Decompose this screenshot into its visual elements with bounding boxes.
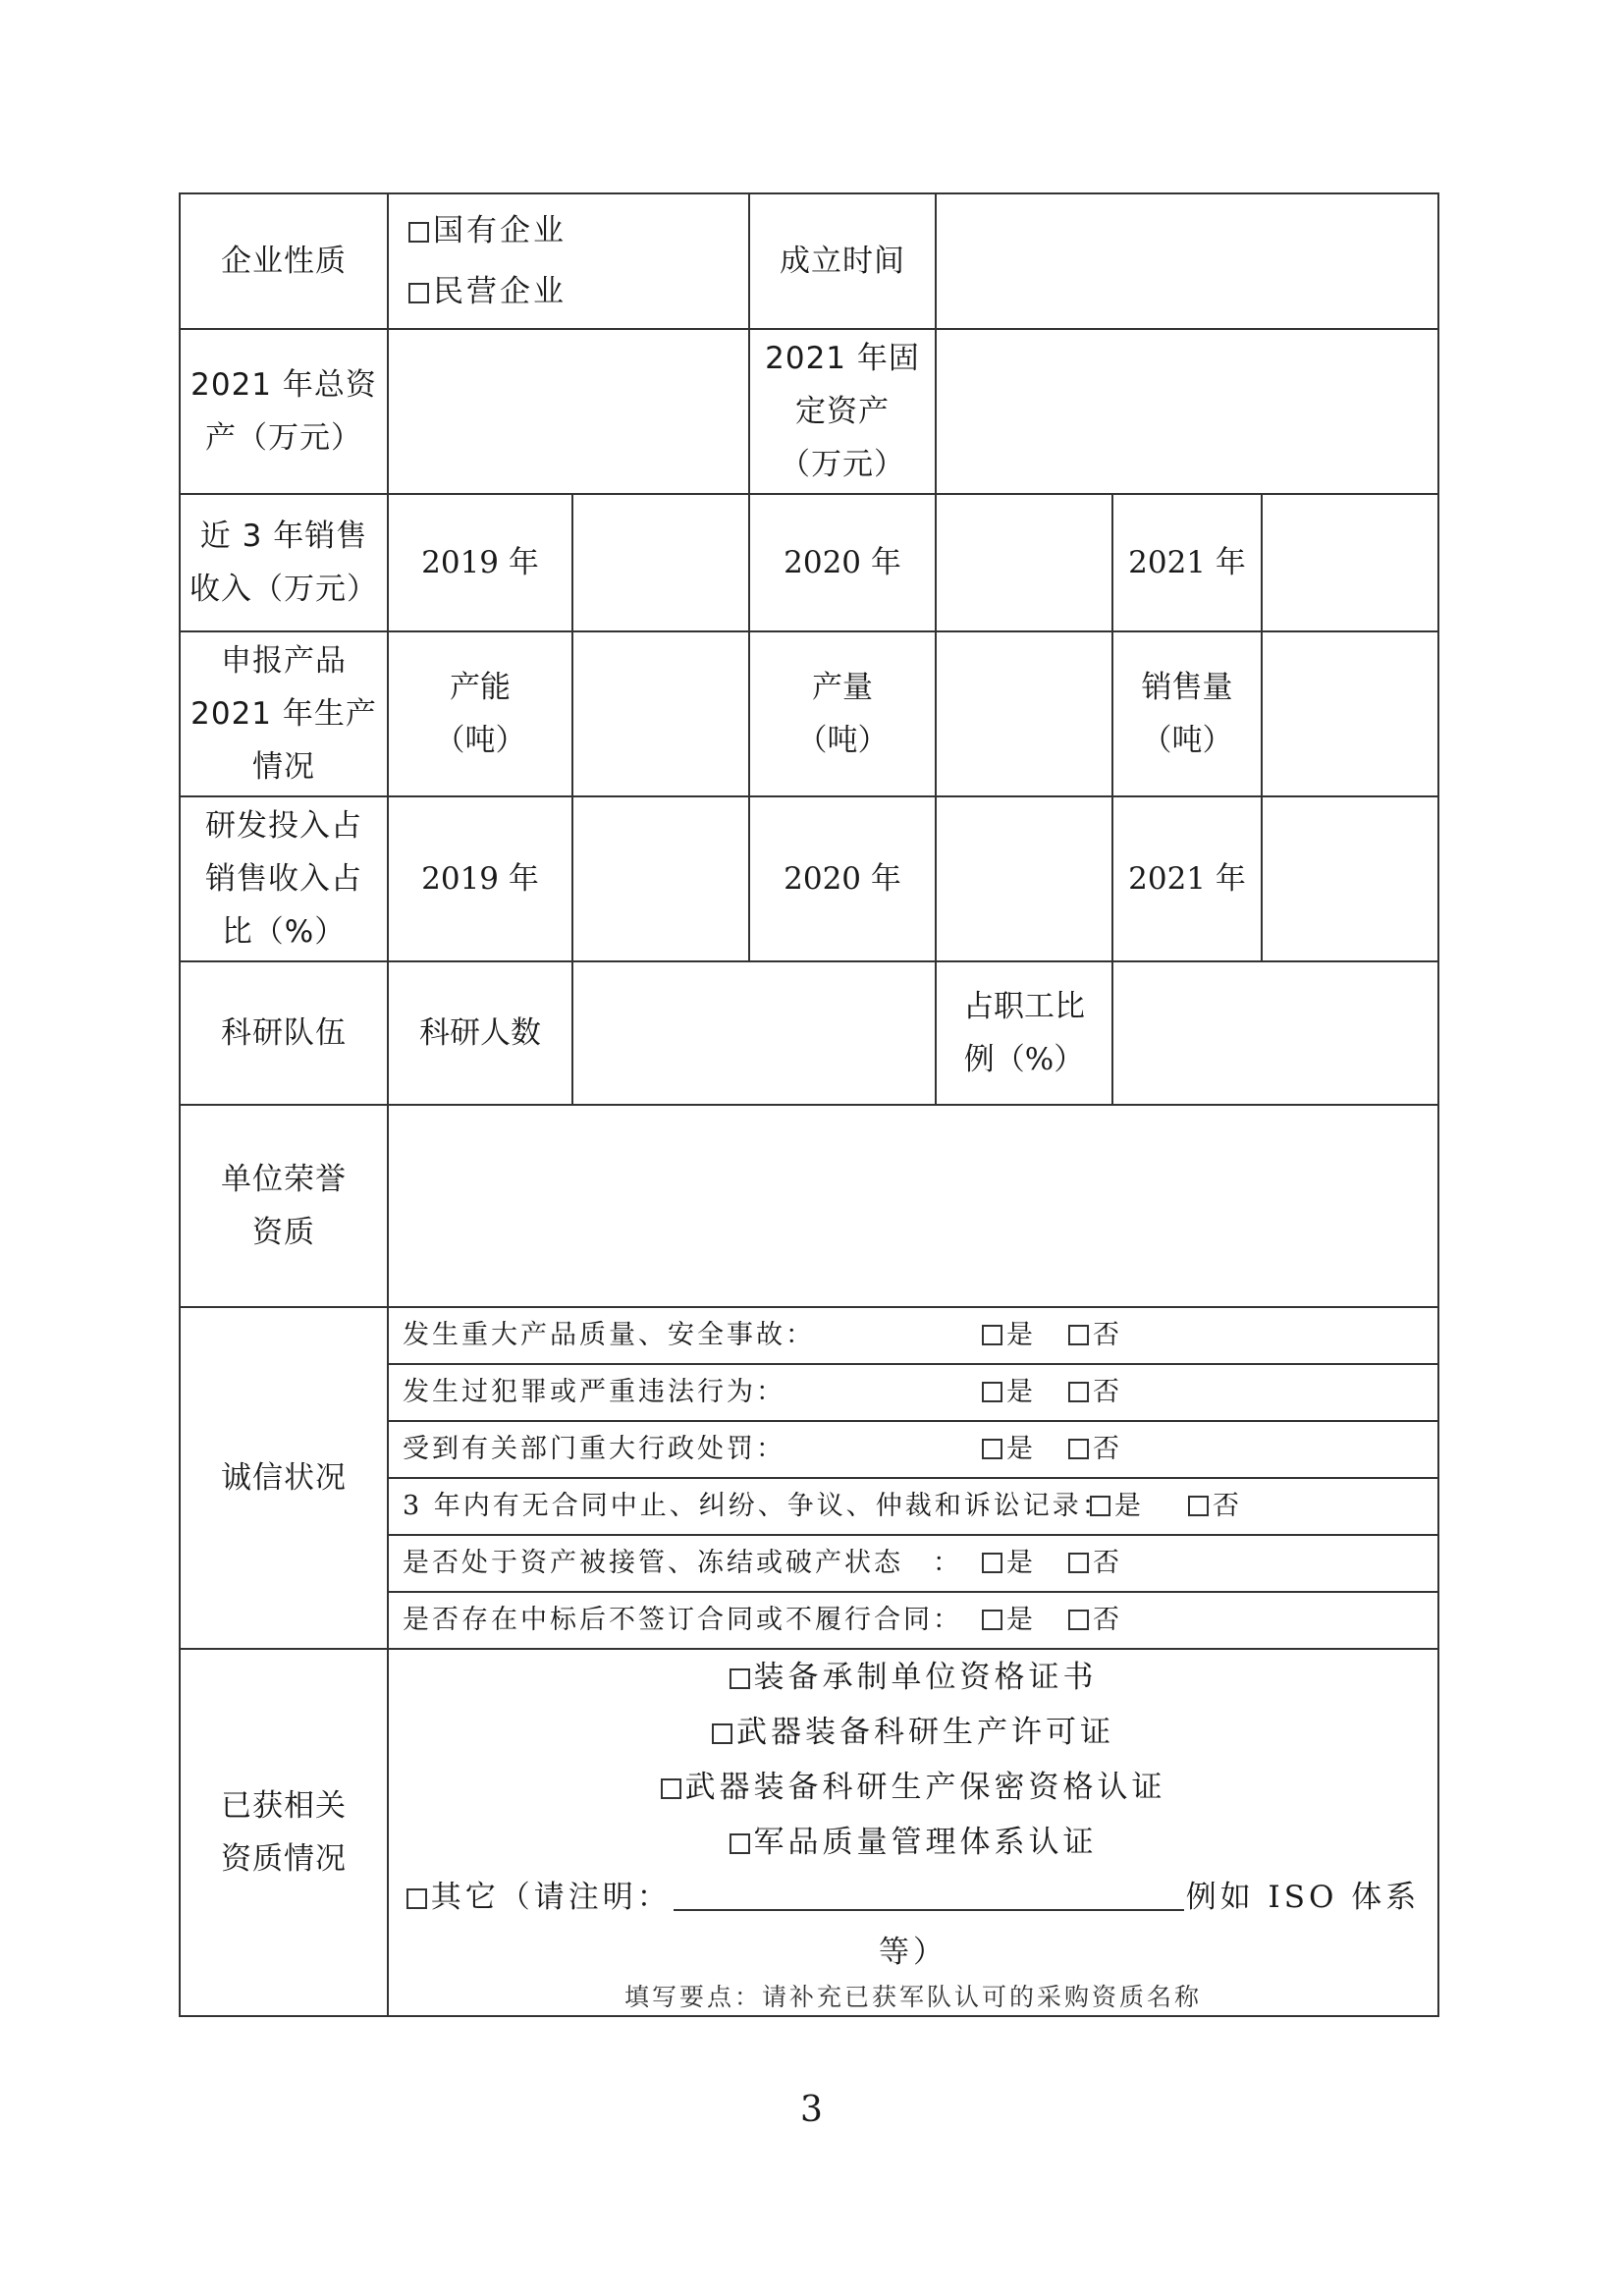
qualifications-options <box>388 1649 1438 2016</box>
checkbox-icon[interactable] <box>730 1833 750 1854</box>
credit-6-no[interactable]: 否 <box>1068 1605 1121 1636</box>
checkbox-icon[interactable] <box>1068 1382 1089 1402</box>
credit-3-no[interactable]: 否 <box>1068 1434 1121 1465</box>
checkbox-icon[interactable] <box>1068 1325 1089 1345</box>
credit-5-yes[interactable]: 是 <box>982 1548 1035 1579</box>
row-honors <box>180 1105 1438 1307</box>
establish-time-label: 成立时间 <box>749 193 936 329</box>
row-assets <box>180 329 1438 494</box>
sales-volume-label: 销售量 （吨） <box>1112 631 1262 796</box>
credit-1-yes[interactable]: 是 <box>982 1320 1035 1351</box>
checkbox-icon[interactable] <box>1068 1610 1089 1630</box>
fixed-assets-field[interactable] <box>936 329 1438 494</box>
sales-revenue-label: 近 3 年销售 收入（万元） <box>180 494 388 631</box>
checkbox-icon[interactable] <box>1188 1496 1209 1516</box>
credit-row-1 <box>180 1307 1438 1364</box>
fill-note: 填写要点：请补充已获军队认可的采购资质名称 <box>624 1983 1203 2011</box>
enterprise-info-form <box>179 192 1439 2017</box>
credit-question-2: 发生过犯罪或严重违法行为： <box>403 1376 785 1407</box>
credit-3-yes[interactable]: 是 <box>982 1434 1035 1465</box>
checkbox-icon[interactable] <box>1090 1496 1110 1516</box>
credit-6-yes[interactable]: 是 <box>982 1605 1035 1636</box>
row-sales-revenue <box>180 494 1438 631</box>
enterprise-nature-label: 企业性质 <box>180 193 388 329</box>
rd-2020-field[interactable] <box>936 796 1112 961</box>
honors-field[interactable] <box>388 1105 1438 1307</box>
sales-year-2020: 2020 年 <box>749 494 936 631</box>
fixed-assets-label: 2021 年固 定资产 （万元） <box>749 329 936 494</box>
credit-2-yes[interactable]: 是 <box>982 1377 1035 1408</box>
sales-volume-field[interactable] <box>1262 631 1438 796</box>
qual-option-2[interactable]: 武器装备科研生产许可证 <box>389 1705 1437 1760</box>
sales-2021-field[interactable] <box>1262 494 1438 631</box>
sales-year-2019: 2019 年 <box>388 494 572 631</box>
rd-year-2020: 2020 年 <box>749 796 936 961</box>
credit-question-4: 3 年内有无合同中止、纠纷、争议、仲裁和诉讼记录： <box>403 1490 1111 1521</box>
credit-2-no[interactable]: 否 <box>1068 1377 1121 1408</box>
row-enterprise-nature <box>180 193 1438 329</box>
checkbox-icon[interactable] <box>406 1888 427 1909</box>
rd-2019-field[interactable] <box>572 796 749 961</box>
qualifications-label: 已获相关 资质情况 <box>180 1649 388 2016</box>
staff-ratio-label: 占职工比 例（%） <box>936 961 1112 1105</box>
credit-question-5: 是否处于资产被接管、冻结或破产状态 ： <box>403 1547 962 1578</box>
qual-option-1[interactable]: 装备承制单位资格证书 <box>389 1650 1437 1705</box>
credit-5-no[interactable]: 否 <box>1068 1548 1121 1579</box>
checkbox-icon[interactable] <box>712 1723 732 1744</box>
checkbox-icon[interactable] <box>730 1668 750 1689</box>
research-team-label: 科研队伍 <box>180 961 388 1105</box>
checkbox-icon[interactable] <box>982 1610 1002 1630</box>
credit-status-label: 诚信状况 <box>180 1307 388 1649</box>
option-private[interactable]: 民营企业 <box>389 261 748 322</box>
capacity-field[interactable] <box>572 631 749 796</box>
checkbox-icon[interactable] <box>408 283 429 303</box>
option-state-owned[interactable]: 国有企业 <box>389 200 748 261</box>
row-research-team <box>180 961 1438 1105</box>
capacity-label: 产能 （吨） <box>388 631 572 796</box>
output-label: 产量 （吨） <box>749 631 936 796</box>
other-fill-line[interactable] <box>674 1878 1184 1911</box>
page-number: 3 <box>800 2090 823 2130</box>
checkbox-icon[interactable] <box>661 1778 681 1799</box>
research-count-field[interactable] <box>572 961 936 1105</box>
staff-ratio-field[interactable] <box>1112 961 1438 1105</box>
establish-time-field[interactable] <box>936 193 1438 329</box>
credit-question-3: 受到有关部门重大行政处罚： <box>403 1433 785 1464</box>
total-assets-label: 2021 年总资 产（万元） <box>180 329 388 494</box>
row-rd-ratio <box>180 796 1438 961</box>
research-count-label: 科研人数 <box>388 961 572 1105</box>
credit-question-6: 是否存在中标后不签订合同或不履行合同： <box>403 1604 962 1635</box>
rd-year-2019: 2019 年 <box>388 796 572 961</box>
checkbox-icon[interactable] <box>982 1439 1002 1459</box>
checkbox-icon[interactable] <box>982 1553 1002 1573</box>
credit-4-yes[interactable]: 是 <box>1090 1491 1143 1522</box>
row-qualifications <box>180 1649 1438 2016</box>
rd-2021-field[interactable] <box>1262 796 1438 961</box>
sales-2020-field[interactable] <box>936 494 1112 631</box>
sales-2019-field[interactable] <box>572 494 749 631</box>
rd-year-2021: 2021 年 <box>1112 796 1262 961</box>
sales-year-2021: 2021 年 <box>1112 494 1262 631</box>
checkbox-icon[interactable] <box>982 1325 1002 1345</box>
production-label: 申报产品 2021 年生产 情况 <box>180 631 388 796</box>
credit-question-1: 发生重大产品质量、安全事故： <box>403 1319 815 1350</box>
output-field[interactable] <box>936 631 1112 796</box>
rd-ratio-label: 研发投入占 销售收入占 比（%） <box>180 796 388 961</box>
honors-label: 单位荣誉 资质 <box>180 1105 388 1307</box>
enterprise-nature-options <box>388 193 749 329</box>
checkbox-icon[interactable] <box>982 1382 1002 1402</box>
credit-1-no[interactable]: 否 <box>1068 1320 1121 1351</box>
checkbox-icon[interactable] <box>1068 1439 1089 1459</box>
credit-4-no[interactable]: 否 <box>1188 1491 1241 1522</box>
total-assets-field[interactable] <box>388 329 749 494</box>
row-production <box>180 631 1438 796</box>
checkbox-icon[interactable] <box>1068 1553 1089 1573</box>
qual-option-3[interactable]: 武器装备科研生产保密资格认证 <box>389 1760 1437 1815</box>
checkbox-icon[interactable] <box>408 222 429 243</box>
qual-option-4[interactable]: 军品质量管理体系认证 <box>389 1815 1437 1870</box>
qual-option-other[interactable]: 其它（请注明： 例如 ISO 体系等） <box>389 1870 1437 1980</box>
